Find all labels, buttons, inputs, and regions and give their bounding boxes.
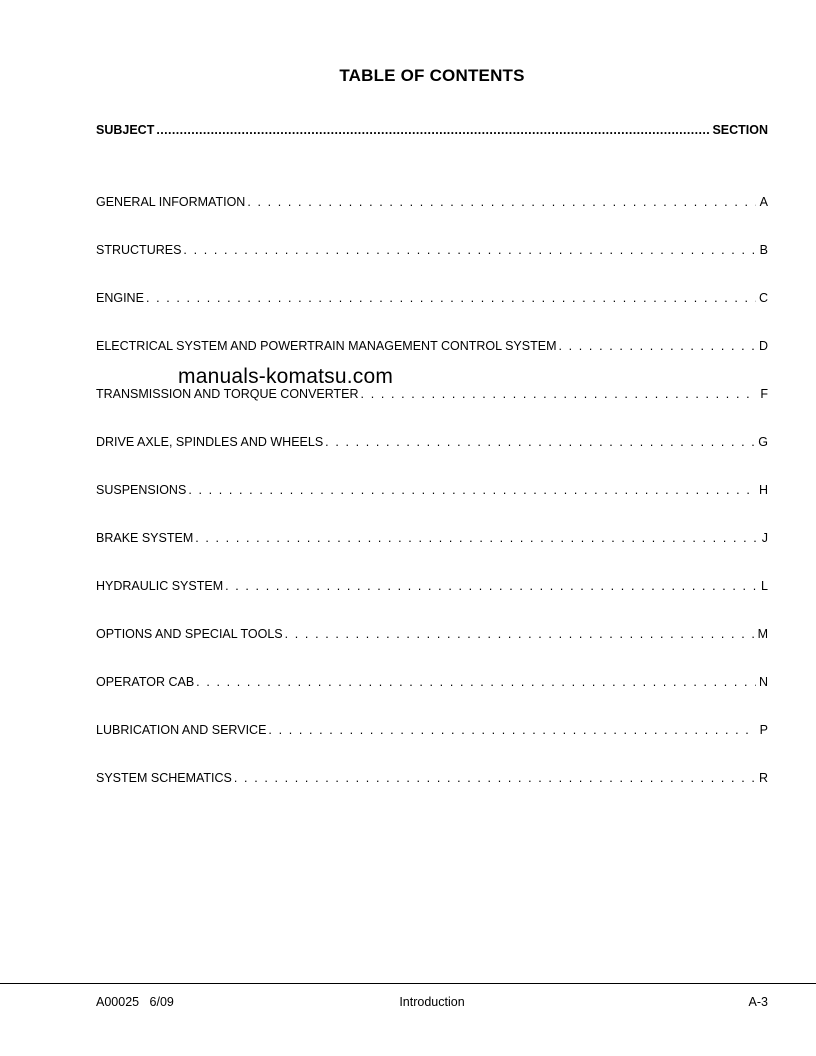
dot-leader xyxy=(196,675,756,689)
toc-section-letter: M xyxy=(757,627,768,641)
toc-section-letter: G xyxy=(758,435,768,449)
footer-page-number: A-3 xyxy=(748,995,768,1009)
toc-section-letter: D xyxy=(758,339,768,353)
toc-row-brake-system[interactable] xyxy=(96,531,768,549)
dot-leader xyxy=(183,243,756,257)
toc-subject: DRIVE AXLE, SPINDLES AND WHEELS xyxy=(96,435,324,449)
footer-divider xyxy=(0,983,816,984)
toc-subject: SYSTEM SCHEMATICS xyxy=(96,771,232,785)
toc-row-electrical-system[interactable] xyxy=(96,339,768,357)
toc-row-operator-cab[interactable] xyxy=(96,675,768,693)
footer-section-name: Introduction xyxy=(399,995,465,1009)
toc-subject: TRANSMISSION AND TORQUE CONVERTER xyxy=(96,387,359,401)
toc-row-lubrication-service[interactable] xyxy=(96,723,768,741)
toc-header-row xyxy=(96,123,768,141)
dot-leader xyxy=(195,531,756,545)
toc-subject: ELECTRICAL SYSTEM AND POWERTRAIN MANAGEMENT CONTROL SYSTEM xyxy=(96,339,557,353)
toc-subject: BRAKE SYSTEM xyxy=(96,531,194,545)
dot-leader xyxy=(268,723,756,737)
toc-row-hydraulic-system[interactable] xyxy=(96,579,768,597)
toc-subject: OPTIONS AND SPECIAL TOOLS xyxy=(96,627,283,641)
toc-row-general-information[interactable] xyxy=(96,195,768,213)
toc-subject: OPERATOR CAB xyxy=(96,675,195,689)
subject-column-header: SUBJECT xyxy=(96,123,155,137)
toc-subject: LUBRICATION AND SERVICE xyxy=(96,723,267,737)
section-column-header: SECTION xyxy=(712,123,768,137)
footer-document-code: A00025 6/09 xyxy=(96,995,174,1009)
dot-leader xyxy=(325,435,756,449)
toc-section-letter: J xyxy=(761,531,768,545)
toc-row-structures[interactable] xyxy=(96,243,768,261)
toc-section-letter: F xyxy=(760,387,768,401)
toc-row-drive-axle[interactable] xyxy=(96,435,768,453)
toc-subject: GENERAL INFORMATION xyxy=(96,195,246,209)
toc-row-system-schematics[interactable] xyxy=(96,771,768,789)
toc-subject: SUSPENSIONS xyxy=(96,483,187,497)
toc-section-letter: P xyxy=(759,723,768,737)
toc-row-engine[interactable] xyxy=(96,291,768,309)
toc-row-transmission[interactable] xyxy=(96,387,768,405)
dot-leader xyxy=(285,627,756,641)
toc-subject: ENGINE xyxy=(96,291,144,305)
toc-row-options-special-tools[interactable] xyxy=(96,627,768,645)
dot-leader xyxy=(156,123,710,137)
dot-leader xyxy=(234,771,756,785)
dot-leader xyxy=(188,483,756,497)
toc-section-letter: N xyxy=(758,675,768,689)
toc-row-suspensions[interactable] xyxy=(96,483,768,501)
dot-leader xyxy=(225,579,756,593)
toc-section-letter: A xyxy=(759,195,768,209)
toc-section-letter: C xyxy=(758,291,768,305)
dot-leader xyxy=(146,291,756,305)
toc-section-letter: H xyxy=(758,483,768,497)
dot-leader xyxy=(247,195,756,209)
page-title: TABLE OF CONTENTS xyxy=(339,66,525,85)
toc-subject: HYDRAULIC SYSTEM xyxy=(96,579,224,593)
dot-leader xyxy=(361,387,756,401)
dot-leader xyxy=(559,339,757,353)
watermark-text: manuals-komatsu.com xyxy=(178,365,394,388)
toc-section-letter: R xyxy=(758,771,768,785)
toc-section-letter: B xyxy=(759,243,768,257)
toc-section-letter: L xyxy=(761,579,768,593)
toc-subject: STRUCTURES xyxy=(96,243,182,257)
